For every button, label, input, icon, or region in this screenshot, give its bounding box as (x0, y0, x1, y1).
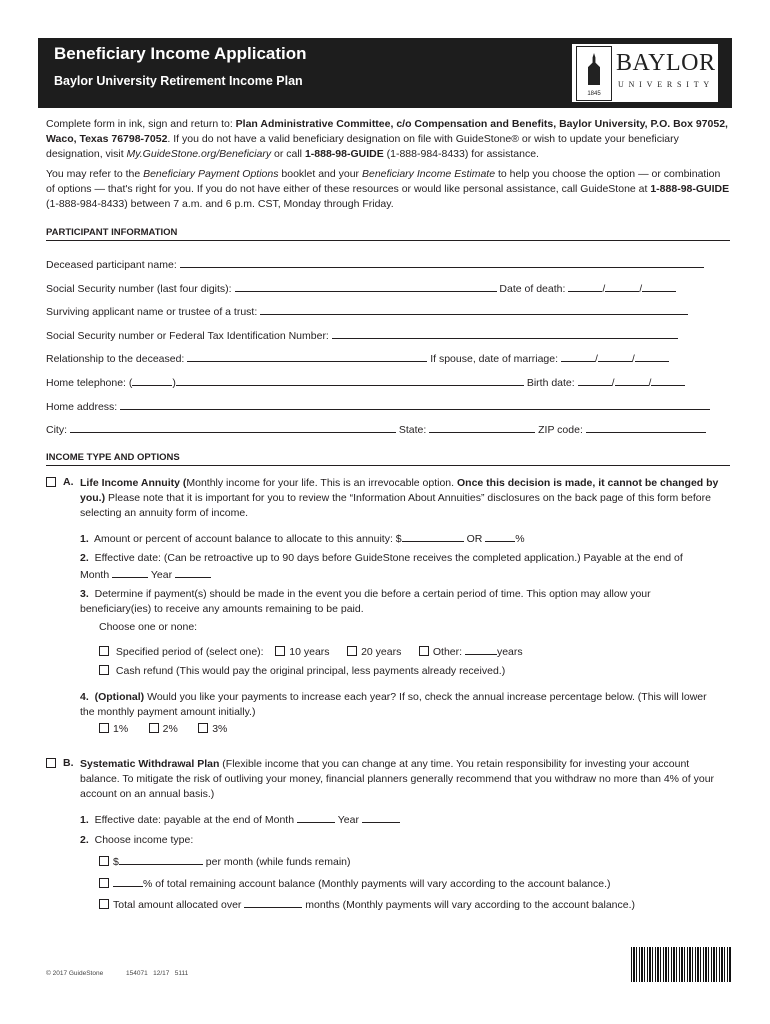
a3-choose: Choose one or none: (99, 621, 198, 633)
death-month-field[interactable] (568, 280, 602, 292)
intro-paragraph-2: You may refer to the Beneficiary Payment Options booklet and your Beneficiary Income Estimate to help you choose the option — or combination of options — that's right for you. If you do not have either of these resources or would like personal assistance, call GuideStone at 1-888-98-GUIDE (1-888-984-8433) between 7 a.m. and 6 p.m. CST, Monday through Friday. (46, 168, 730, 210)
form-subtitle: Baylor University Retirement Income Plan (54, 74, 303, 88)
intro-paragraph-1: Complete form in ink, sign and return to: Plan Administrative Committee, c/o Compensation and Benefits, Baylor University, P.O. Box 97052, Waco, Texas 76798-7052. If you do not have a valid beneficiary designation on file with GuideStone® or wish to update your beneficiary designation, visit My.GuideStone.org/Beneficiary or call 1-888-98-GUIDE (1-888-984-8433) for assistance. (46, 118, 728, 160)
other-years-checkbox[interactable] (419, 646, 429, 656)
10-years-checkbox[interactable] (275, 646, 285, 656)
marriage-year-field[interactable] (635, 350, 669, 362)
a2-row: 2. Effective date: (Can be retroactive up to 90 days before GuideStone receives the completed application.) Payable at the end of Month Year (80, 552, 683, 581)
area-code-field[interactable] (132, 374, 172, 386)
option-a-letter: A. (63, 476, 74, 488)
option-a-text: Life Income Annuity (Monthly income for your life. This is an irrevocable option. Once this decision is made, it cannot be changed by you.) Please note that it is important for you to review the “Information About Annuities” disclosures on the back page of this form before selecting an annuity form of income. (80, 477, 719, 519)
address-row: Home address: (46, 398, 710, 414)
specified-period-checkbox[interactable] (99, 646, 109, 656)
home-phone-field[interactable] (176, 374, 524, 386)
deceased-name-row: Deceased participant name: (46, 256, 704, 272)
dollar-amount-field[interactable] (119, 853, 203, 865)
form-title: Beneficiary Income Application (54, 44, 307, 63)
ssn-tax-row: Social Security number or Federal Tax Identification Number: (46, 327, 678, 343)
relationship-row: Relationship to the deceased: If spouse, date of marriage: / / (46, 350, 669, 366)
a2-year-field[interactable] (175, 566, 211, 578)
form-code: 154071 12/17 5111 (126, 970, 189, 977)
increase-2-checkbox[interactable] (149, 723, 159, 733)
marriage-month-field[interactable] (561, 350, 595, 362)
a4-row: 4. (Optional) Would you like your payments to increase each year? If so, check the annual increase percentage below. (This will lower the monthly payment amount initially.) (80, 691, 707, 718)
city-row: City: State: ZIP code: (46, 421, 706, 437)
dollar-per-month-checkbox[interactable] (99, 856, 109, 866)
a1-percent-field[interactable] (485, 530, 515, 542)
birth-year-field[interactable] (651, 374, 685, 386)
option-b-letter: B. (63, 757, 74, 769)
death-day-field[interactable] (605, 280, 639, 292)
20-years-checkbox[interactable] (347, 646, 357, 656)
barcode-icon (631, 947, 732, 982)
b2-total-row: Total amount allocated over months (Monthly payments will vary according to the account balance.) (99, 896, 635, 912)
ssn-tax-field[interactable] (332, 327, 678, 339)
b2-dollar-row: $ per month (while funds remain) (99, 853, 351, 869)
deceased-name-field[interactable] (180, 256, 704, 268)
increase-3-checkbox[interactable] (198, 723, 208, 733)
b2-row: 2. Choose income type: (80, 834, 194, 846)
city-field[interactable] (70, 421, 396, 433)
logo-sub: UNIVERSITY (618, 80, 714, 89)
option-a-checkbox[interactable] (46, 477, 60, 489)
surviving-name-field[interactable] (260, 303, 688, 315)
baylor-logo (572, 44, 718, 102)
phone-row: Home telephone: ( ) Birth date: / / (46, 374, 685, 390)
zip-field[interactable] (586, 421, 706, 433)
birth-month-field[interactable] (578, 374, 612, 386)
months-field[interactable] (244, 896, 302, 908)
a3-cash-row: Cash refund (This would pay the original principal, less payments already received.) (99, 665, 505, 681)
other-years-field[interactable] (465, 643, 497, 655)
relationship-field[interactable] (187, 350, 427, 362)
birth-day-field[interactable] (615, 374, 649, 386)
surviving-row: Surviving applicant name or trustee of a trust: (46, 303, 688, 319)
participant-heading: PARTICIPANT INFORMATION (46, 227, 730, 241)
death-year-field[interactable] (642, 280, 676, 292)
logo-name: BAYLOR (616, 50, 716, 76)
a3-period-row: Specified period of (select one): 10 years 20 years Other: years (99, 643, 523, 659)
cash-refund-checkbox[interactable] (99, 665, 109, 675)
b2-pct-row: % of total remaining account balance (Monthly payments will vary according to the account balance.) (99, 875, 611, 891)
a2-month-field[interactable] (112, 566, 148, 578)
percent-field[interactable] (113, 875, 143, 887)
home-address-field[interactable] (120, 398, 710, 410)
a1-row: 1. Amount or percent of account balance to allocate to this annuity: $ OR % (80, 530, 525, 546)
b1-year-field[interactable] (362, 811, 400, 823)
ssn-row: Social Security number (last four digits): Date of death: / / (46, 280, 676, 296)
baylor-seal-icon: 1845 (576, 46, 612, 101)
a4-options-row: 1% 2% 3% (99, 723, 227, 739)
a3-row: 3. Determine if payment(s) should be made in the event you die before a certain period of time. This option may allow your beneficiary(ies) to receive any amounts remaining to be paid. (80, 588, 651, 615)
state-field[interactable] (429, 421, 535, 433)
percent-balance-checkbox[interactable] (99, 878, 109, 888)
option-b-text: Systematic Withdrawal Plan (Flexible income that you can change at any time. You retain responsibility for investing your account balance. To mitigate the risk of outliving your money, financial planners generally recommend that you withdraw no more than 4% of your account on an annual basis.) (80, 758, 715, 800)
b1-row: 1. Effective date: payable at the end of Month Year (80, 811, 400, 827)
total-allocated-checkbox[interactable] (99, 899, 109, 909)
increase-1-checkbox[interactable] (99, 723, 109, 733)
ssn-last4-field[interactable] (235, 280, 497, 292)
marriage-day-field[interactable] (598, 350, 632, 362)
form-header (38, 38, 732, 108)
b1-month-field[interactable] (297, 811, 335, 823)
a1-amount-field[interactable] (402, 530, 464, 542)
option-b-checkbox[interactable] (46, 758, 60, 770)
income-heading: INCOME TYPE AND OPTIONS (46, 452, 730, 466)
copyright: © 2017 GuideStone (46, 970, 104, 977)
